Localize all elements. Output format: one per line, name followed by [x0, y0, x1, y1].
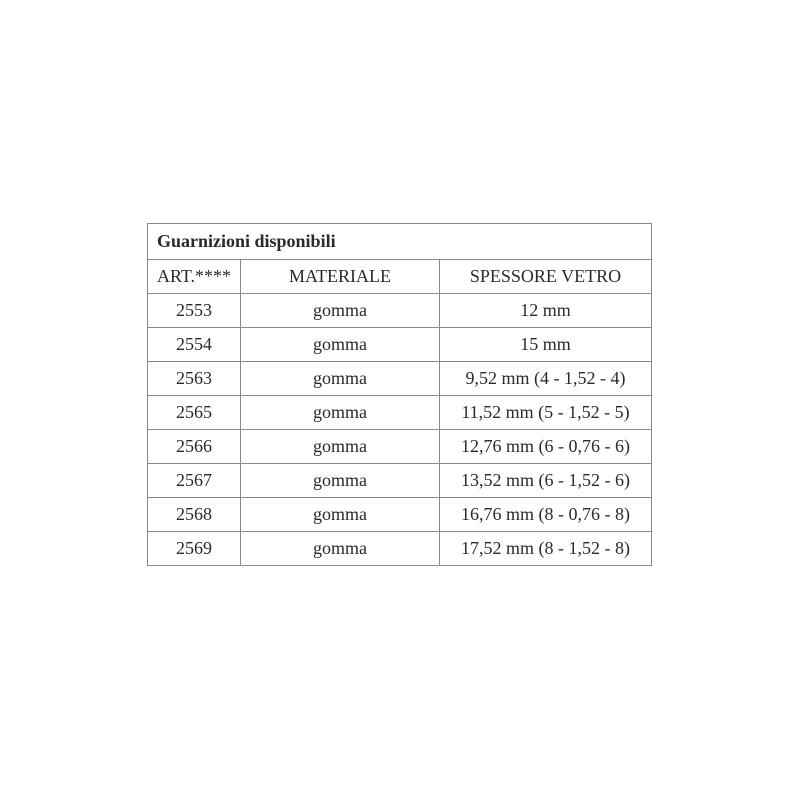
table-header-row — [148, 260, 652, 294]
table-row — [148, 328, 652, 362]
cell-spessore-vetro: 9,52 mm (4 - 1,52 - 4) — [440, 362, 652, 396]
table-row — [148, 430, 652, 464]
cell-art: 2566 — [148, 430, 241, 464]
cell-materiale: gomma — [241, 362, 440, 396]
column-header-spessore-vetro: SPESSORE VETRO — [440, 260, 652, 294]
table-row — [148, 532, 652, 566]
cell-materiale: gomma — [241, 294, 440, 328]
cell-art: 2565 — [148, 396, 241, 430]
table-row — [148, 362, 652, 396]
gaskets-table-container — [147, 223, 651, 566]
cell-art: 2568 — [148, 498, 241, 532]
column-header-materiale: MATERIALE — [241, 260, 440, 294]
cell-art: 2554 — [148, 328, 241, 362]
gaskets-table — [147, 223, 652, 566]
cell-art: 2553 — [148, 294, 241, 328]
cell-materiale: gomma — [241, 464, 440, 498]
cell-spessore-vetro: 11,52 mm (5 - 1,52 - 5) — [440, 396, 652, 430]
cell-materiale: gomma — [241, 396, 440, 430]
cell-materiale: gomma — [241, 498, 440, 532]
cell-materiale: gomma — [241, 430, 440, 464]
table-title: Guarnizioni disponibili — [148, 224, 652, 260]
table-row — [148, 498, 652, 532]
cell-spessore-vetro: 12,76 mm (6 - 0,76 - 6) — [440, 430, 652, 464]
cell-spessore-vetro: 15 mm — [440, 328, 652, 362]
cell-materiale: gomma — [241, 532, 440, 566]
table-row — [148, 294, 652, 328]
cell-spessore-vetro: 12 mm — [440, 294, 652, 328]
table-row — [148, 396, 652, 430]
column-header-art: ART.**** — [148, 260, 241, 294]
cell-spessore-vetro: 16,76 mm (8 - 0,76 - 8) — [440, 498, 652, 532]
cell-art: 2569 — [148, 532, 241, 566]
cell-spessore-vetro: 13,52 mm (6 - 1,52 - 6) — [440, 464, 652, 498]
cell-materiale: gomma — [241, 328, 440, 362]
cell-spessore-vetro: 17,52 mm (8 - 1,52 - 8) — [440, 532, 652, 566]
table-row — [148, 464, 652, 498]
cell-art: 2563 — [148, 362, 241, 396]
cell-art: 2567 — [148, 464, 241, 498]
table-title-row — [148, 224, 652, 260]
